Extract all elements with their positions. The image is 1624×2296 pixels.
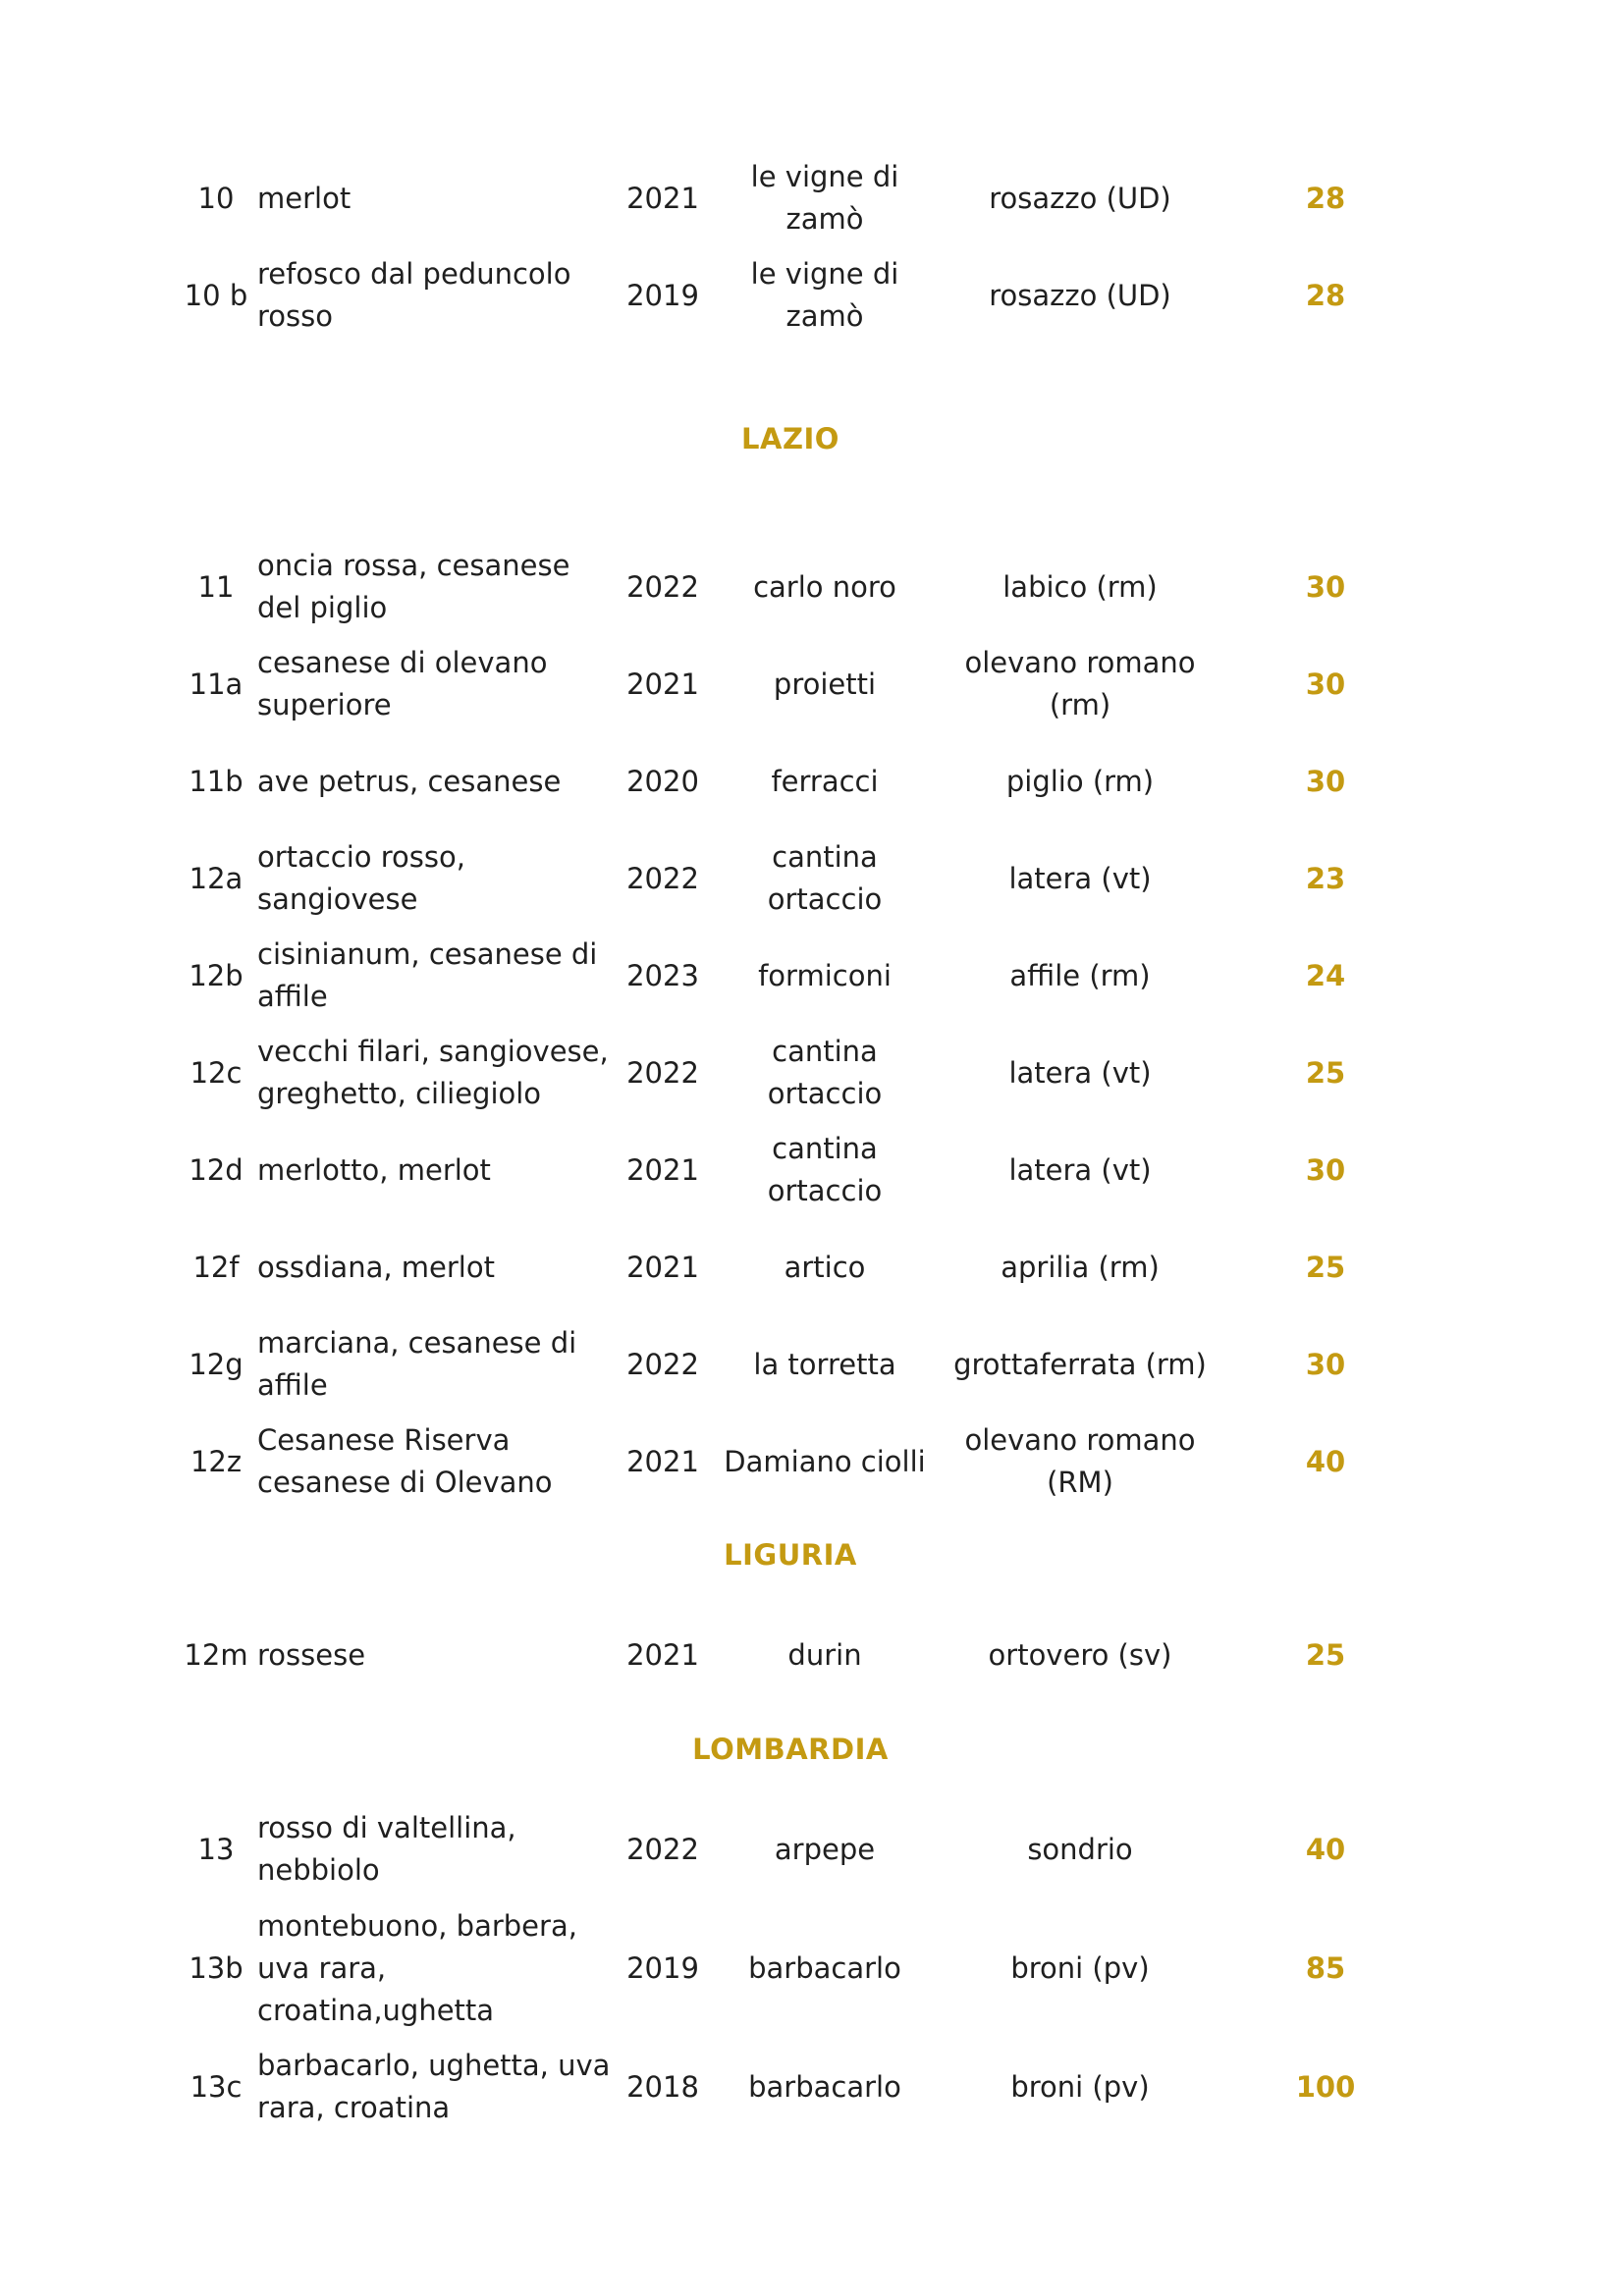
wine-name: merlotto, merlot bbox=[257, 1152, 491, 1187]
wine-number: 12d bbox=[189, 1152, 244, 1187]
wine-number: 11a bbox=[189, 667, 244, 701]
wine-year: 2022 bbox=[626, 1055, 699, 1090]
wine-name: montebuono, barbera, uva rara, croatina,ughetta bbox=[257, 1908, 577, 2027]
wine-year: 2019 bbox=[626, 278, 699, 312]
wine-name: ossdiana, merlot bbox=[257, 1250, 495, 1284]
wine-name: cesanese di olevano superiore bbox=[257, 646, 548, 721]
wine-price: 30 bbox=[1305, 1152, 1346, 1187]
wine-place: sondrio bbox=[1027, 1832, 1133, 1866]
section-title-lazio: LAZIO bbox=[741, 422, 839, 455]
wine-producer: durin bbox=[787, 1637, 862, 1672]
wine-producer: carlo noro bbox=[753, 569, 896, 604]
table-row bbox=[0, 738, 1624, 825]
wine-price: 25 bbox=[1305, 1637, 1346, 1672]
wine-price: 30 bbox=[1305, 1347, 1346, 1381]
wine-name: rossese bbox=[257, 1637, 366, 1672]
wine-number: 13 bbox=[197, 1832, 235, 1866]
wine-producer: le vigne di zamò bbox=[750, 160, 899, 236]
wine-place: aprilia (rm) bbox=[1001, 1250, 1160, 1284]
table-row bbox=[0, 1321, 1624, 1408]
wine-year: 2021 bbox=[626, 667, 699, 701]
wine-place: ortovero (sv) bbox=[988, 1637, 1172, 1672]
wine-producer: cantina ortaccio bbox=[767, 1132, 883, 1207]
wine-name: marciana, cesanese di affile bbox=[257, 1326, 577, 1402]
wine-price: 30 bbox=[1305, 764, 1346, 798]
table-row bbox=[0, 1903, 1624, 2033]
wine-name: ave petrus, cesanese bbox=[257, 764, 562, 798]
wine-number: 13b bbox=[189, 1950, 244, 1985]
wine-name: refosco dal peduncolo rosso bbox=[257, 257, 571, 333]
wine-year: 2021 bbox=[626, 181, 699, 215]
wine-number: 12c bbox=[189, 1055, 243, 1090]
wine-producer: arpepe bbox=[774, 1832, 876, 1866]
wine-place: olevano romano (rm) bbox=[964, 646, 1196, 721]
table-row bbox=[0, 1612, 1624, 1698]
wine-name: barbacarlo, ughetta, uva rara, croatina bbox=[257, 2049, 611, 2124]
wine-number: 12b bbox=[189, 958, 244, 992]
wine-price: 25 bbox=[1305, 1250, 1346, 1284]
table-row bbox=[0, 1806, 1624, 1893]
wine-number: 10 b bbox=[184, 278, 248, 312]
section-title-lombardia: LOMBARDIA bbox=[692, 1733, 889, 1766]
wine-number: 13c bbox=[189, 2069, 243, 2104]
wine-number: 12m bbox=[184, 1637, 248, 1672]
wine-price: 40 bbox=[1305, 1832, 1346, 1866]
wine-year: 2021 bbox=[626, 1250, 699, 1284]
wine-price: 85 bbox=[1305, 1950, 1346, 1985]
wine-year: 2022 bbox=[626, 861, 699, 895]
wine-place: affile (rm) bbox=[1009, 958, 1151, 992]
wine-producer: cantina ortaccio bbox=[767, 1035, 883, 1110]
wine-year: 2022 bbox=[626, 1832, 699, 1866]
wine-place: rosazzo (UD) bbox=[989, 181, 1171, 215]
wine-place: piglio (rm) bbox=[1005, 764, 1155, 798]
table-row bbox=[0, 835, 1624, 922]
wine-place: broni (pv) bbox=[1010, 1950, 1150, 1985]
wine-year: 2020 bbox=[626, 764, 699, 798]
wine-price: 30 bbox=[1305, 667, 1346, 701]
wine-price: 25 bbox=[1305, 1055, 1346, 1090]
wine-price: 28 bbox=[1305, 278, 1346, 312]
wine-name: oncia rossa, cesanese del piglio bbox=[257, 549, 570, 624]
table-row bbox=[0, 1030, 1624, 1116]
wine-year: 2019 bbox=[626, 1950, 699, 1985]
wine-place: latera (vt) bbox=[1008, 1152, 1152, 1187]
wine-name: vecchi filari, sangiovese, greghetto, ciliegiolo bbox=[257, 1035, 609, 1110]
table-row bbox=[0, 2044, 1624, 2130]
wine-place: grottaferrata (rm) bbox=[953, 1347, 1207, 1381]
wine-price: 100 bbox=[1295, 2069, 1356, 2104]
wine-name: merlot bbox=[257, 181, 352, 215]
wine-price: 30 bbox=[1305, 569, 1346, 604]
wine-number: 12f bbox=[192, 1250, 240, 1284]
table-row bbox=[0, 1418, 1624, 1505]
wine-place: latera (vt) bbox=[1008, 861, 1152, 895]
wine-price: 40 bbox=[1305, 1444, 1346, 1478]
wine-name: ortaccio rosso, sangiovese bbox=[257, 840, 465, 916]
wine-year: 2021 bbox=[626, 1444, 699, 1478]
table-row bbox=[0, 544, 1624, 630]
wine-producer: Damiano ciolli bbox=[724, 1444, 926, 1478]
table-row bbox=[0, 252, 1624, 339]
wine-place: olevano romano (RM) bbox=[964, 1423, 1196, 1499]
wine-name: Cesanese Riserva cesanese di Olevano bbox=[257, 1423, 553, 1499]
wine-year: 2022 bbox=[626, 1347, 699, 1381]
wine-place: latera (vt) bbox=[1008, 1055, 1152, 1090]
wine-year: 2021 bbox=[626, 1637, 699, 1672]
wine-price: 23 bbox=[1305, 861, 1346, 895]
table-row bbox=[0, 1127, 1624, 1213]
wine-producer: barbacarlo bbox=[748, 2069, 901, 2104]
wine-name: rosso di valtellina, nebbiolo bbox=[257, 1811, 516, 1887]
wine-year: 2022 bbox=[626, 569, 699, 604]
section-title-liguria: LIGURIA bbox=[724, 1538, 857, 1572]
wine-place: broni (pv) bbox=[1010, 2069, 1150, 2104]
wine-producer: cantina ortaccio bbox=[767, 840, 883, 916]
wine-producer: artico bbox=[784, 1250, 866, 1284]
table-row bbox=[0, 933, 1624, 1019]
wine-number: 11b bbox=[189, 764, 244, 798]
wine-year: 2023 bbox=[626, 958, 699, 992]
wine-year: 2018 bbox=[626, 2069, 699, 2104]
wine-number: 12g bbox=[189, 1347, 244, 1381]
wine-number: 11 bbox=[197, 569, 235, 604]
wine-producer: la torretta bbox=[753, 1347, 896, 1381]
table-row bbox=[0, 155, 1624, 241]
wine-producer: formiconi bbox=[758, 958, 892, 992]
wine-place: rosazzo (UD) bbox=[989, 278, 1171, 312]
wine-price: 28 bbox=[1305, 181, 1346, 215]
wine-producer: proietti bbox=[773, 667, 877, 701]
wine-producer: ferracci bbox=[771, 764, 879, 798]
wine-year: 2021 bbox=[626, 1152, 699, 1187]
wine-producer: barbacarlo bbox=[748, 1950, 901, 1985]
wine-name: cisinianum, cesanese di affile bbox=[257, 937, 598, 1013]
wine-number: 10 bbox=[197, 181, 235, 215]
table-row bbox=[0, 1224, 1624, 1310]
wine-place: labico (rm) bbox=[1002, 569, 1158, 604]
wine-number: 12a bbox=[189, 861, 244, 895]
wine-number: 12z bbox=[189, 1444, 243, 1478]
table-row bbox=[0, 641, 1624, 727]
wine-price: 24 bbox=[1305, 958, 1346, 992]
wine-producer: le vigne di zamò bbox=[750, 257, 899, 333]
